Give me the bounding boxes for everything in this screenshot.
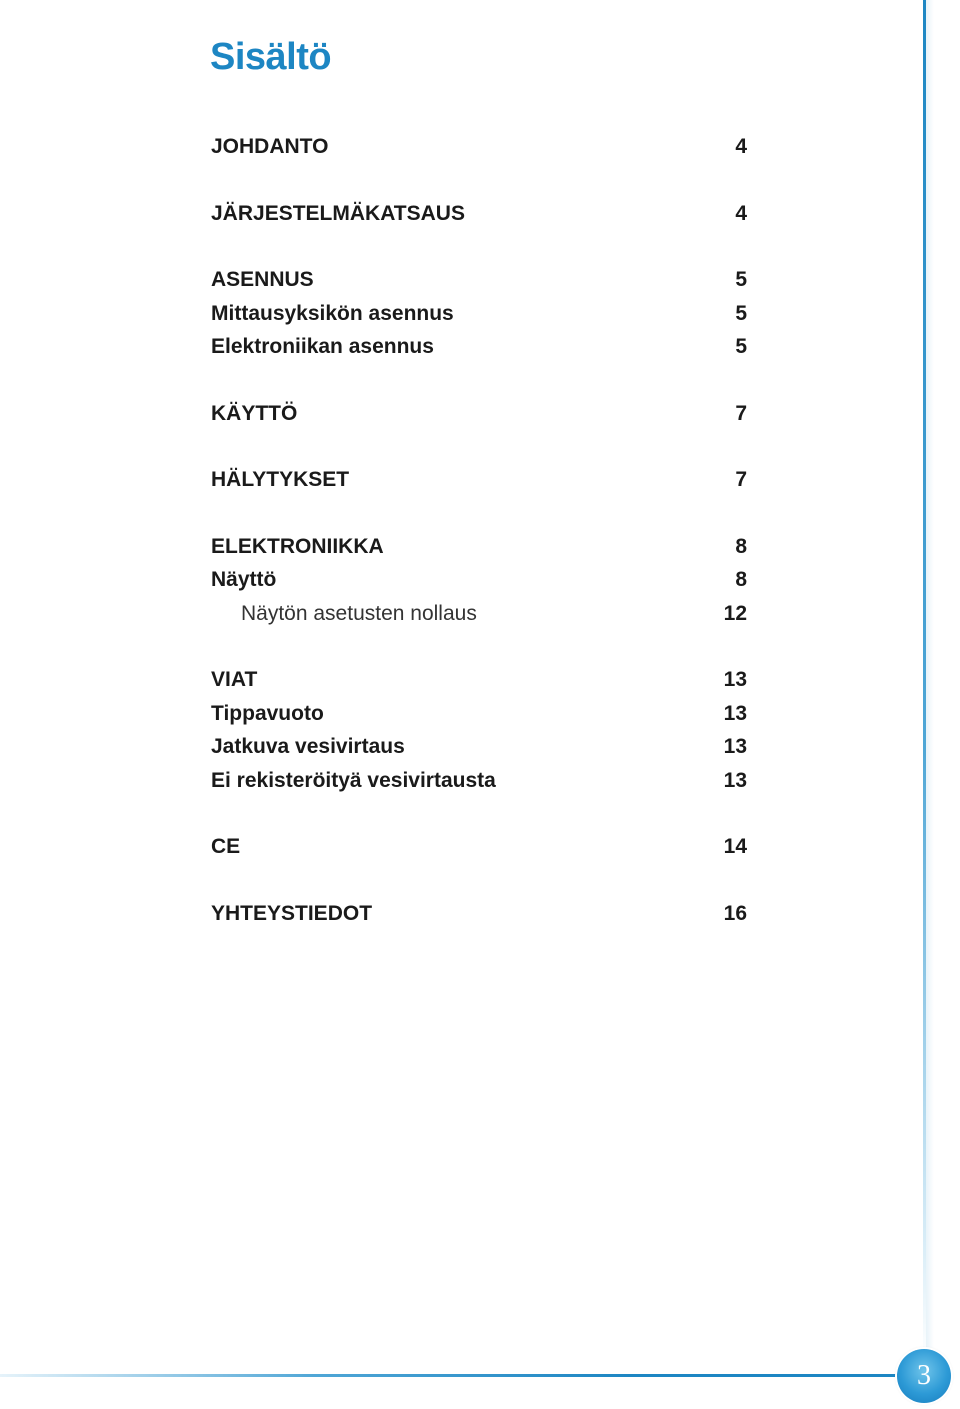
toc-entry[interactable]: [211, 330, 747, 364]
toc-entry-page: 5: [735, 268, 747, 291]
toc-entry-label: Tippavuoto: [211, 701, 324, 725]
toc-group: [211, 463, 747, 497]
toc-entry[interactable]: [211, 463, 747, 497]
toc-entry-page: 13: [723, 768, 747, 792]
toc-entry-page: 8: [735, 568, 747, 591]
toc-group: [211, 197, 747, 231]
toc-entry[interactable]: [211, 397, 747, 431]
right-edge-rule: [923, 0, 926, 1360]
toc-entry[interactable]: [211, 530, 747, 564]
toc-entry-page: 16: [723, 901, 747, 925]
toc-group: [211, 397, 747, 431]
toc-entry[interactable]: [211, 830, 747, 864]
toc-entry-page: 13: [723, 735, 747, 758]
toc-entry-label: VIAT: [211, 668, 258, 691]
toc-entry[interactable]: [211, 597, 747, 631]
toc-entry-label: CE: [211, 835, 241, 858]
toc-entry-page: 4: [735, 201, 747, 225]
page-number: 3: [917, 1360, 931, 1391]
right-edge-shadow: [926, 0, 934, 1360]
toc-entry[interactable]: [211, 697, 747, 731]
toc-entry-label: Mittausyksikön asennus: [211, 301, 454, 325]
toc-entry-label: HÄLYTYKSET: [211, 468, 350, 491]
toc-entry-label: Elektroniikan asennus: [211, 335, 434, 358]
toc-entry[interactable]: [211, 130, 747, 164]
toc-group: [211, 130, 747, 164]
toc-entry-label: Jatkuva vesivirtaus: [211, 735, 405, 758]
toc-entry-page: 7: [735, 468, 747, 491]
toc-entry-page: 5: [735, 335, 747, 358]
toc-entry-page: 8: [735, 534, 747, 558]
toc-entry-page: 5: [735, 301, 747, 325]
toc-entry-label: JOHDANTO: [211, 135, 329, 158]
page-title: Sisältö: [210, 36, 332, 78]
toc-entry-page: 13: [723, 668, 747, 691]
toc-entry-label: ELEKTRONIIKKA: [211, 534, 384, 558]
bottom-rule: [0, 1374, 900, 1377]
toc-entry-label: Näyttö: [211, 568, 277, 591]
toc-entry[interactable]: [211, 663, 747, 697]
toc-group: [211, 663, 747, 797]
toc-entry-page: 12: [723, 601, 747, 625]
toc-entry[interactable]: [211, 764, 747, 798]
toc-entry[interactable]: [211, 730, 747, 764]
toc-entry[interactable]: [211, 563, 747, 597]
table-of-contents: [211, 130, 747, 963]
toc-entry-label: ASENNUS: [211, 268, 314, 291]
toc-entry-page: 7: [735, 401, 747, 425]
toc-group: [211, 897, 747, 931]
toc-entry-page: 13: [723, 701, 747, 725]
toc-group: [211, 530, 747, 631]
toc-entry-page: 14: [723, 835, 747, 858]
toc-entry-label: YHTEYSTIEDOT: [211, 901, 373, 925]
toc-entry[interactable]: [211, 897, 747, 931]
toc-group: [211, 263, 747, 364]
toc-entry[interactable]: [211, 263, 747, 297]
page-number-badge: [897, 1349, 951, 1403]
toc-group: [211, 830, 747, 864]
toc-entry-page: 4: [735, 135, 747, 158]
toc-entry-label: JÄRJESTELMÄKATSAUS: [211, 201, 465, 225]
toc-entry[interactable]: [211, 297, 747, 331]
toc-entry-label: KÄYTTÖ: [211, 401, 298, 425]
toc-entry-label: Näytön asetusten nollaus: [241, 601, 477, 625]
toc-entry[interactable]: [211, 197, 747, 231]
toc-entry-label: Ei rekisteröityä vesivirtausta: [211, 768, 496, 792]
